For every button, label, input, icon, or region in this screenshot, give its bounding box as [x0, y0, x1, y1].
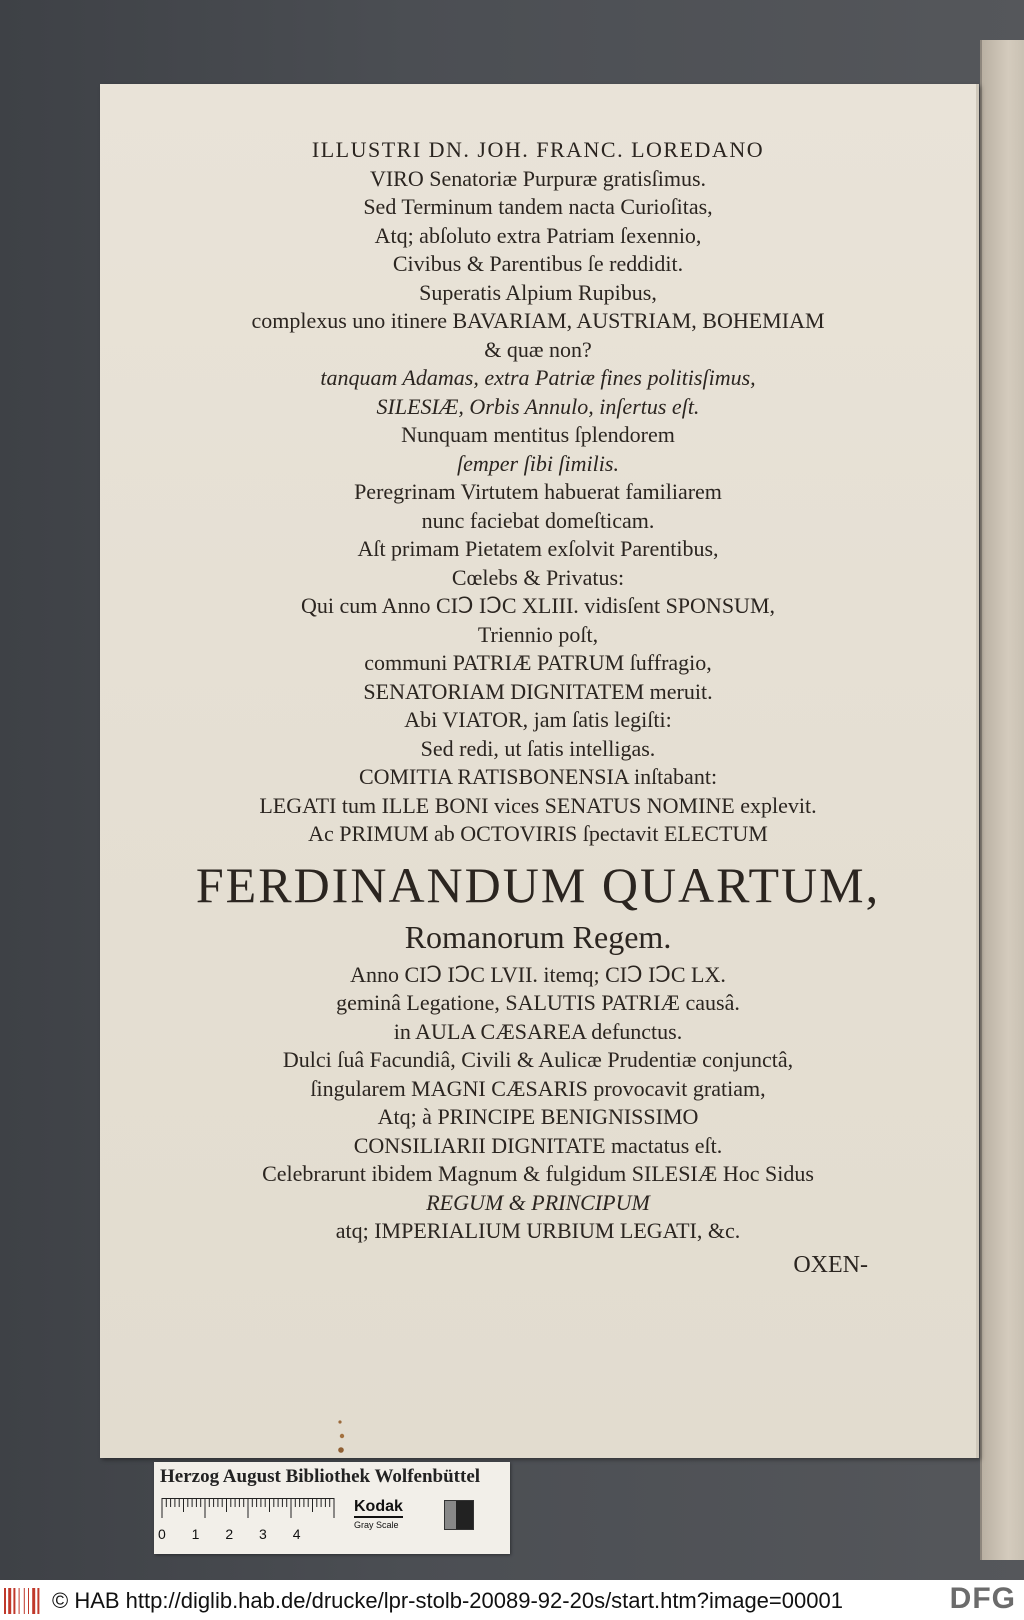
barcode-bar: [8, 1588, 11, 1614]
document-line: SILESIÆ, Orbis Annulo, inſertus eſt.: [376, 393, 700, 419]
barcode-bar: [4, 1588, 6, 1614]
catchword: OXEN-: [793, 1252, 868, 1278]
document-line: geminâ Legatione, SALUTIS PATRIÆ causâ.: [336, 990, 740, 1015]
document-line: Celebrarunt ibidem Magnum & fulgidum SILESIÆ Hoc Sidus: [262, 1161, 814, 1186]
ruler-numbers: 0 1 2 3 4: [158, 1526, 301, 1542]
document-line: atq; IMPERIALIUM URBIUM LEGATI, &c.: [335, 1218, 741, 1243]
barcode-bar: [19, 1588, 20, 1614]
barcode-bar: [24, 1588, 25, 1614]
document-line: & quæ non?: [484, 336, 592, 362]
document-line: Atq; à PRINCIPE BENIGNISSIMO: [377, 1104, 699, 1129]
kodak-logo: Kodak: [354, 1498, 403, 1518]
document-line: CONSILIARII DIGNITATE mactatus eſt.: [353, 1132, 723, 1158]
document-line: Qui cum Anno CIↃ IↃC XLIII. vidisſent SPONSUM,: [301, 593, 775, 618]
document-line: ſemper ſibi ſimilis.: [457, 450, 619, 476]
document-line: tanquam Adamas, extra Patriæ fines politisſimus,: [320, 365, 756, 390]
barcode-bar: [28, 1588, 29, 1614]
document-line: Sed redi, ut ſatis intelligas.: [420, 735, 656, 761]
barcode-bar: [32, 1588, 35, 1614]
document-line: Anno CIↃ IↃC LVII. itemq; CIↃ IↃC LX.: [350, 961, 726, 987]
document-line: Triennio poſt,: [477, 621, 599, 647]
document-line: Aſt primam Pietatem exſolvit Parentibus,: [357, 536, 719, 561]
document-line: VIRO Senatoriæ Purpuræ gratisſimus.: [369, 165, 707, 191]
document-line: Romanorum Regem.: [404, 918, 672, 955]
dfg-logo: DFG: [949, 1582, 1016, 1615]
library-name: Herzog August Bibliothek Wolfenbüttel: [160, 1466, 481, 1487]
document-line: complexus uno itinere BAVARIAM, AUSTRIAM, BOHEMIAM: [251, 308, 825, 333]
document-line: Dulci ſuâ Facundiâ, Civili & Aulicæ Prudentiæ conjunctâ,: [282, 1047, 794, 1072]
document-line: Abi VIATOR, jam ſatis legiſti:: [404, 707, 672, 732]
document-page: [100, 84, 979, 1458]
document-line: FERDINANDUM QUARTUM,: [195, 856, 881, 913]
footer-bar: [0, 1580, 1024, 1620]
document-line: communi PATRIÆ PATRUM ſuffragio,: [364, 650, 712, 675]
document-line: in AULA CÆSAREA defunctus.: [393, 1018, 683, 1044]
document-line: SENATORIAM DIGNITATEM meruit.: [363, 678, 713, 704]
gray-scale-label: Gray Scale: [354, 1520, 399, 1530]
document-text-block: [100, 136, 976, 1246]
document-line: nunc faciebat domeſticam.: [421, 507, 655, 533]
document-line: Peregrinam Virtutem habuerat familiarem: [354, 479, 722, 504]
gray-swatch: [444, 1500, 474, 1530]
barcode-bar: [13, 1588, 15, 1614]
document-line: Superatis Alpium Rupibus,: [419, 279, 657, 305]
document-line: Civibus & Parentibus ſe reddidit.: [392, 251, 684, 276]
document-line: REGUM & PRINCIPUM: [426, 1189, 650, 1215]
document-line: COMITIA RATISBONENSIA inſtabant:: [358, 764, 718, 789]
barcode-icon: [4, 1588, 44, 1614]
document-line: Cœlebs & Privatus:: [451, 564, 625, 590]
document-line: Ac PRIMUM ab OCTOVIRIS ſpectavit ELECTUM: [308, 821, 768, 846]
library-label-card: [154, 1462, 510, 1554]
facing-page-edge: [980, 40, 1024, 1560]
document-line: Nunquam mentitus ſplendorem: [401, 422, 675, 447]
document-line: LEGATI tum ILLE BONI vices SENATUS NOMINE explevit.: [259, 792, 817, 818]
document-line: ILLUSTRI DN. JOH. FRANC. LOREDANO: [311, 137, 765, 162]
scale-ruler: [160, 1498, 338, 1520]
footer-url[interactable]: © HAB http://diglib.hab.de/drucke/lpr-stolb-20089-92-20s/start.htm?image=00001: [52, 1588, 843, 1613]
document-line: ſingularem MAGNI CÆSARIS provocavit gratiam,: [310, 1075, 766, 1101]
document-line: Sed Terminum tandem nacta Curioſitas,: [363, 194, 713, 219]
barcode-bar: [37, 1588, 39, 1614]
document-line: Atq; abſoluto extra Patriam ſexennio,: [374, 222, 702, 248]
